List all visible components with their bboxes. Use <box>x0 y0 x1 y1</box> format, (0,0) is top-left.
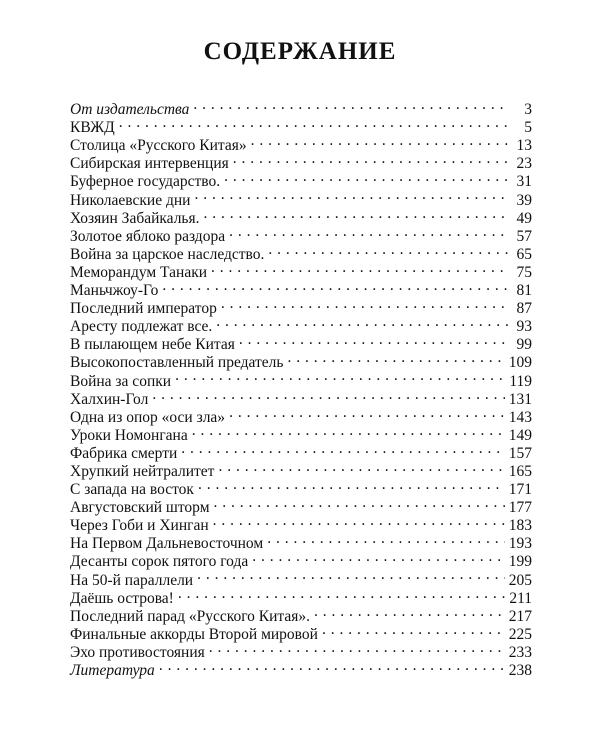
toc-entry-page-number: 13 <box>516 137 532 155</box>
dot-leader <box>268 241 508 259</box>
dot-leader <box>209 639 505 657</box>
toc-entry-page-number: 238 <box>508 662 532 679</box>
toc-entry-title: От издательства <box>70 101 190 119</box>
toc-entry-page-number: 233 <box>508 643 532 661</box>
toc-entry-title: Августовский шторм <box>70 499 210 517</box>
toc-entry-page-number: 31 <box>516 173 532 191</box>
toc-entry-title: КВЖД <box>70 119 115 137</box>
dot-leader <box>178 585 505 603</box>
dot-leader <box>322 621 505 639</box>
toc-entry-title: Уроки Номонгана <box>70 426 188 444</box>
toc-entry-title: Золотое яблоко раздора <box>70 227 226 245</box>
dot-leader <box>162 277 508 295</box>
toc-entry-title: Столица «Русского Китая» <box>70 137 247 155</box>
dot-leader <box>252 548 505 566</box>
toc-entry-title: Аресту подлежат все. <box>70 318 213 336</box>
toc-entry-page-number: 49 <box>516 209 532 227</box>
dot-leader <box>181 440 504 458</box>
toc-entry-title: Фабрика смерти <box>70 444 178 462</box>
toc-entry-title: Сибирская интервенция <box>70 155 229 173</box>
toc-entry-page-number: 177 <box>508 499 532 517</box>
toc-entry <box>70 96 532 119</box>
dot-leader <box>224 168 508 186</box>
toc-entry-page-number: 39 <box>516 191 532 209</box>
dot-leader <box>175 367 505 385</box>
toc-entry-title: Маньчжоу-Го <box>70 282 159 300</box>
toc-entry-page-number: 149 <box>508 426 532 444</box>
toc-entry-page-number: 131 <box>508 390 532 408</box>
dot-leader <box>267 530 505 548</box>
toc-entry-title: Даёшь острова! <box>70 589 174 607</box>
dot-leader <box>198 476 505 494</box>
dot-leader <box>233 150 508 168</box>
toc-entry-title: Халхин-Гол <box>70 390 149 408</box>
toc-entry-title: Меморандум Танаки <box>70 263 208 281</box>
dot-leader <box>194 186 508 204</box>
toc-entry-page-number: 57 <box>516 227 532 245</box>
toc-entry-title: Десанты сорок пятого года <box>70 553 249 571</box>
toc-entry-page-number: 99 <box>516 336 532 354</box>
toc-entry-title: Высокопоставленный предатель <box>70 354 284 372</box>
dot-leader <box>211 259 508 277</box>
dot-leader <box>152 386 504 404</box>
toc-entry-title: Николаевские дни <box>70 191 191 209</box>
toc-entry-page-number: 5 <box>524 119 532 137</box>
toc-entry-page-number: 3 <box>524 101 532 119</box>
dot-leader <box>216 313 508 331</box>
dot-leader <box>251 132 508 150</box>
toc-entry-page-number: 143 <box>508 408 532 426</box>
toc-entry-title: Хозяин Забайкалья. <box>70 209 200 227</box>
toc-entry-page-number: 81 <box>516 282 532 300</box>
toc-entry-page-number: 183 <box>508 517 532 535</box>
toc-entry-title: На Первом Дальневосточном <box>70 535 264 553</box>
toc-entry-title: Эхо противостояния <box>70 643 205 661</box>
dot-leader <box>197 566 505 584</box>
toc-entry <box>70 132 532 155</box>
dot-leader <box>314 603 505 621</box>
table-of-contents <box>70 96 532 679</box>
toc-entry-title: Буферное государство. <box>70 173 221 191</box>
toc-entry-page-number: 171 <box>508 481 532 499</box>
toc-entry-page-number: 225 <box>508 625 532 643</box>
dot-leader <box>214 494 505 512</box>
toc-entry-title: Последний император <box>70 300 217 318</box>
toc-entry-page-number: 211 <box>509 589 532 607</box>
dot-leader <box>193 96 508 114</box>
dot-leader <box>192 422 505 440</box>
dot-leader <box>287 349 504 367</box>
toc-entry <box>70 114 532 137</box>
dot-leader <box>119 114 508 132</box>
toc-entry-page-number: 217 <box>508 607 532 625</box>
dot-leader <box>218 458 504 476</box>
toc-entry-page-number: 193 <box>508 535 532 553</box>
toc-entry-title: Война за сопки <box>70 372 172 390</box>
toc-entry-page-number: 157 <box>508 444 532 462</box>
toc-entry-title: В пылающем небе Китая <box>70 336 235 354</box>
dot-leader <box>229 404 505 422</box>
toc-entry-page-number: 199 <box>508 553 532 571</box>
page-title: СОДЕРЖАНИЕ <box>203 38 397 65</box>
toc-entry-page-number: 109 <box>508 354 532 372</box>
toc-entry-title: Одна из опор «оси зла» <box>70 408 226 426</box>
toc-entry-title: Финальные аккорды Второй мировой <box>70 625 318 643</box>
toc-entry-title: Хрупкий нейтралитет <box>70 462 215 480</box>
dot-leader <box>159 657 505 675</box>
dot-leader <box>229 223 508 241</box>
toc-entry-title: На 50-й параллели <box>70 571 194 589</box>
dot-leader <box>204 205 508 223</box>
toc-entry-page-number: 23 <box>516 155 532 173</box>
toc-entry-page-number: 205 <box>508 571 532 589</box>
toc-entry-title: Через Гоби и Хинган <box>70 517 209 535</box>
dot-leader <box>239 331 508 349</box>
toc-entry-page-number: 165 <box>508 462 532 480</box>
toc-entry-title: Война за царское наследство. <box>70 245 265 263</box>
toc-entry-title: Последний парад «Русского Китая». <box>70 607 311 625</box>
toc-entry-page-number: 65 <box>516 245 532 263</box>
toc-entry-page-number: 75 <box>516 263 532 281</box>
toc-entry-page-number: 93 <box>516 318 532 336</box>
toc-entry-page-number: 119 <box>509 372 532 390</box>
toc-entry-title: Литература <box>70 662 155 679</box>
dot-leader <box>221 295 508 313</box>
toc-entry-title: С запада на восток <box>70 481 194 499</box>
toc-entry-page-number: 87 <box>516 300 532 318</box>
dot-leader <box>213 512 505 530</box>
